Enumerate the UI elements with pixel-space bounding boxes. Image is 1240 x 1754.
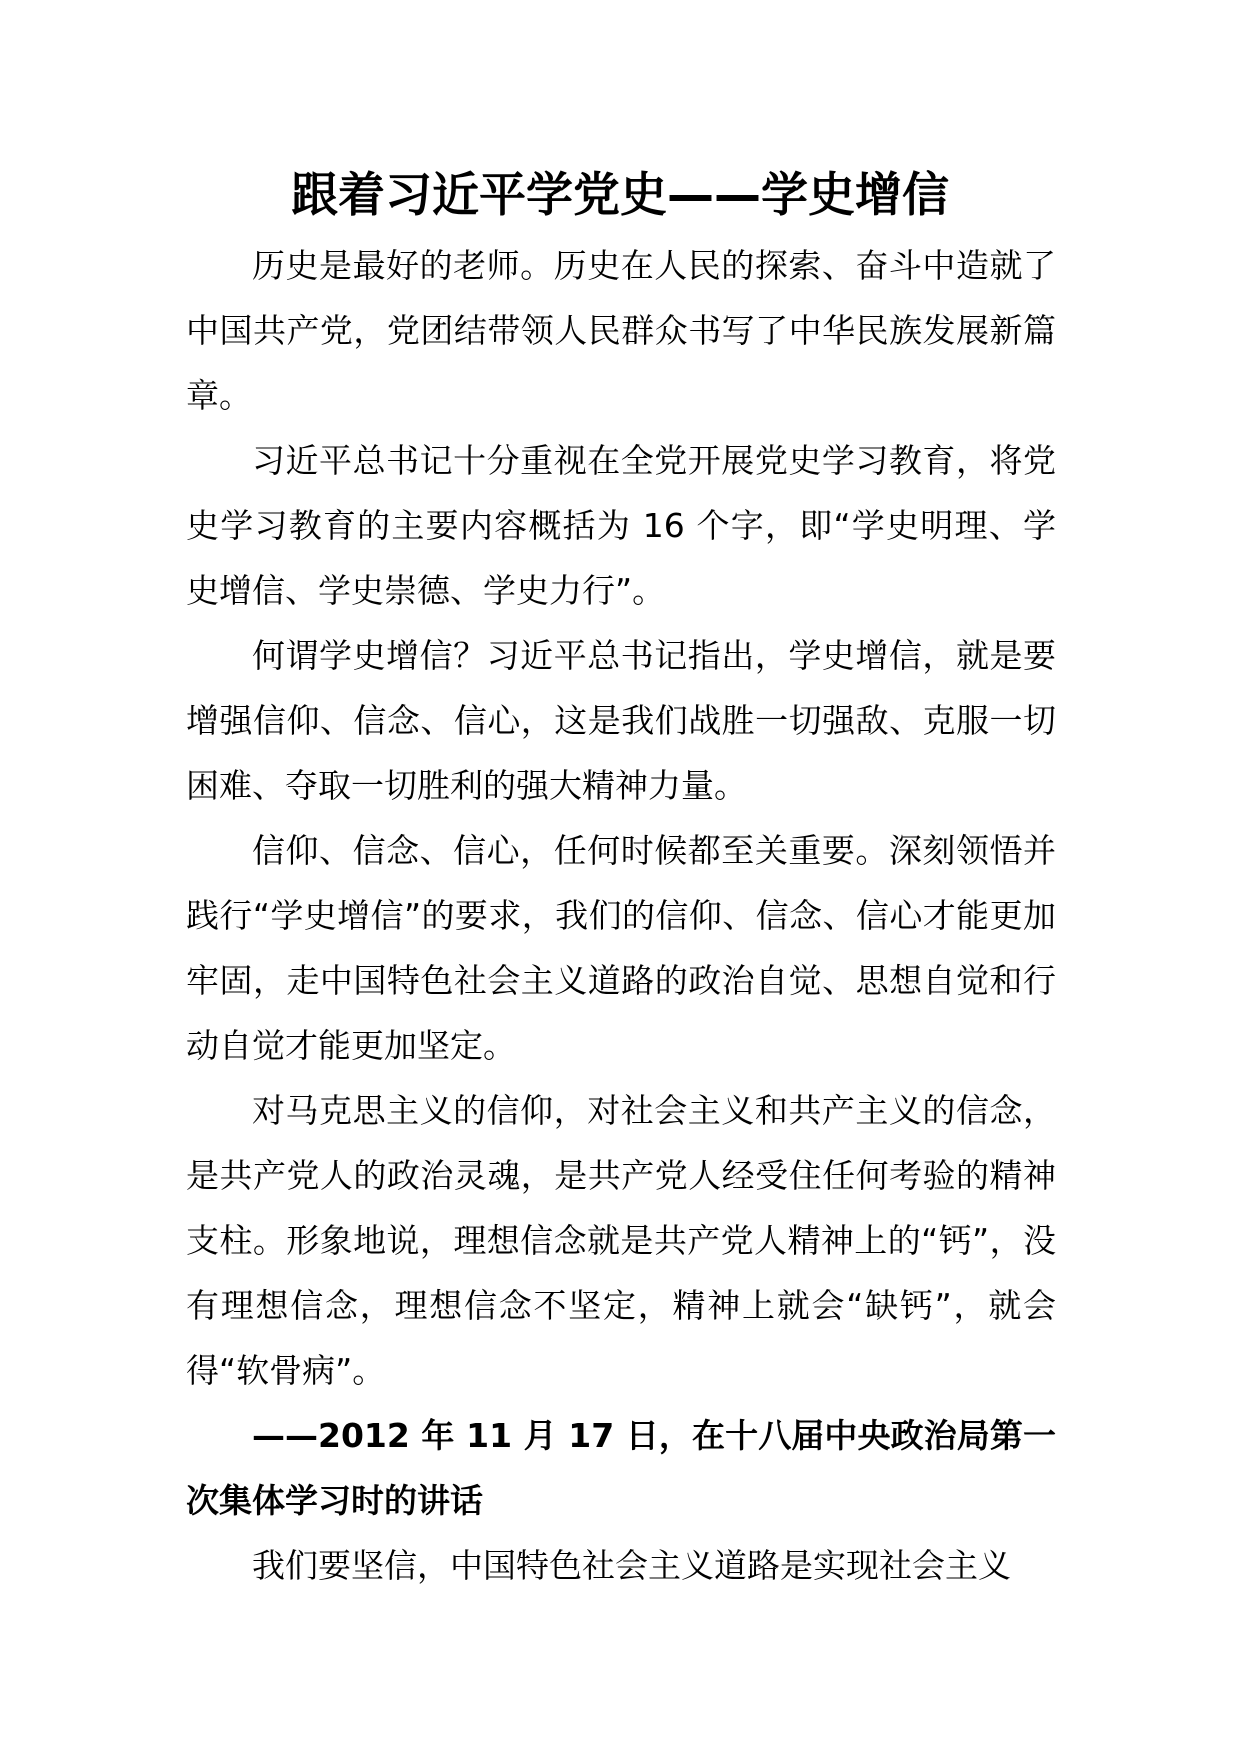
quote-source: ——2012 年 11 月 17 日，在十八届中央政治局第一次集体学习时的讲话 <box>186 1416 1056 1520</box>
paragraph-sixteen-characters: 习近平总书记十分重视在全党开展党史学习教育，将党史学习教育的主要内容概括为 16 个字，即“学史明理、学史增信、学史崇德、学史力行”。 <box>186 441 1056 610</box>
paragraph-intro: 历史是最好的老师。历史在人民的探索、奋斗中造就了中国共产党，党团结带领人民群众书写了中华民族发展新篇章。 <box>186 246 1056 415</box>
paragraph-quote: 对马克思主义的信仰，对社会主义和共产主义的信念，是共产党人的政治灵魂，是共产党人经受住任何考验的精神支柱。形象地说，理想信念就是共产党人精神上的“钙”，没有理想信念，理想信念不坚定，精神上就会“缺钙”，就会得“软骨病”。 <box>186 1091 1056 1390</box>
document-body <box>186 233 1056 1598</box>
paragraph-importance: 信仰、信念、信心，任何时候都至关重要。深刻领悟并践行“学史增信”的要求，我们的信仰、信念、信心才能更加牢固，走中国特色社会主义道路的政治自觉、思想自觉和行动自觉才能更加坚定。 <box>186 831 1056 1065</box>
document-title: 跟着习近平学党史——学史增信 <box>291 168 949 223</box>
paragraph-continued: 我们要坚信，中国特色社会主义道路是实现社会主义 <box>252 1546 1011 1585</box>
paragraph-definition: 何谓学史增信？习近平总书记指出，学史增信，就是要增强信仰、信念、信心，这是我们战胜一切强敌、克服一切困难、夺取一切胜利的强大精神力量。 <box>186 636 1056 805</box>
